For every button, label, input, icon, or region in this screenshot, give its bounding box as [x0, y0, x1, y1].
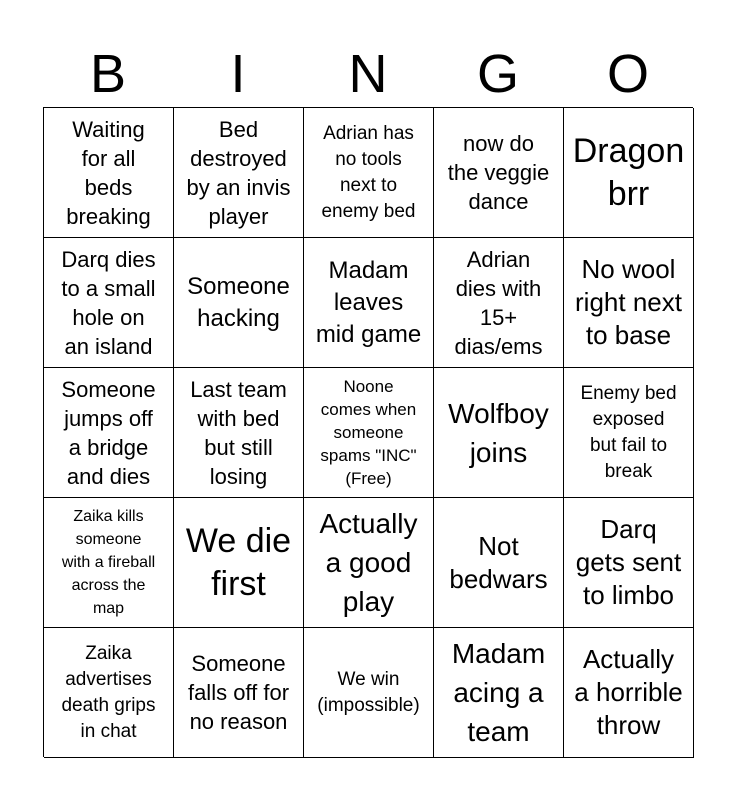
bingo-cell[interactable]: We win (impossible) [304, 628, 434, 758]
bingo-cell[interactable]: Dragon brr [564, 108, 694, 238]
bingo-cell[interactable]: We die first [174, 498, 304, 628]
header-letter-n: N [348, 44, 388, 104]
header-letter-b: B [89, 44, 127, 104]
bingo-cell[interactable]: Enemy bed exposed but fail to break [564, 368, 694, 498]
bingo-cell[interactable]: Actually a horrible throw [564, 628, 694, 758]
bingo-cell[interactable]: Madam leaves mid game [304, 238, 434, 368]
header-letter-g: G [476, 44, 519, 104]
bingo-cell[interactable]: Madam acing a team [434, 628, 564, 758]
bingo-cell[interactable]: Not bedwars [434, 498, 564, 628]
header-letter-o: O [606, 44, 649, 104]
bingo-cell[interactable]: Wolfboy joins [434, 368, 564, 498]
bingo-cell[interactable]: Last team with bed but still losing [174, 368, 304, 498]
bingo-cell[interactable]: Darq dies to a small hole on an island [44, 238, 174, 368]
bingo-cell[interactable]: Waiting for all beds breaking [44, 108, 174, 238]
bingo-cell[interactable]: No wool right next to base [564, 238, 694, 368]
bingo-cell[interactable]: Zaika advertises death grips in chat [44, 628, 174, 758]
bingo-cell[interactable]: now do the veggie dance [434, 108, 564, 238]
bingo-cell[interactable]: Actually a good play [304, 498, 434, 628]
bingo-cell[interactable]: Adrian dies with 15+ dias/ems [434, 238, 564, 368]
bingo-cell[interactable]: Someone jumps off a bridge and dies [44, 368, 174, 498]
bingo-cell[interactable]: Darq gets sent to limbo [564, 498, 694, 628]
bingo-cell[interactable]: Zaika kills someone with a fireball across the map [44, 498, 174, 628]
header-letter-i: I [230, 44, 246, 104]
bingo-cell[interactable]: Someone falls off for no reason [174, 628, 304, 758]
bingo-header [43, 40, 693, 108]
bingo-cell[interactable]: Adrian has no tools next to enemy bed [304, 108, 434, 238]
bingo-board [43, 107, 693, 757]
bingo-cell[interactable]: Bed destroyed by an invis player [174, 108, 304, 238]
bingo-cell[interactable]: Someone hacking [174, 238, 304, 368]
bingo-cell[interactable]: Noone comes when someone spams "INC" (Free) [304, 368, 434, 498]
